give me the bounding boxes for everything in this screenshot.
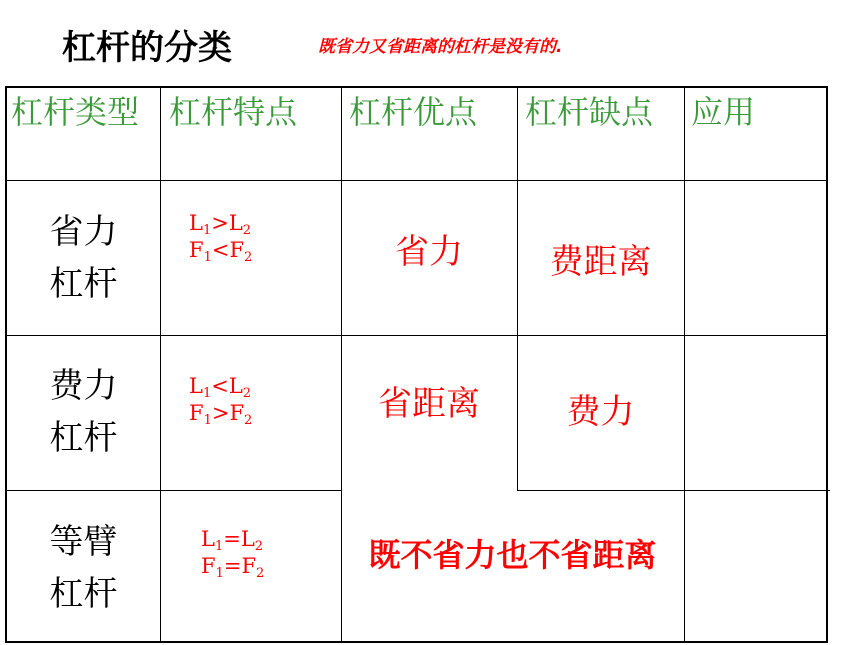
advantage-value: 省力: [395, 232, 463, 272]
formula-force: $F_1>F_2$: [189, 401, 253, 428]
formula-force: $F_1<F_2$: [189, 238, 253, 265]
row-type-line2: 杠杆: [49, 574, 118, 614]
formula-length: $L_1=L_2$: [201, 527, 264, 554]
row-type-force-saving: [7, 206, 160, 310]
feature-formula: [201, 526, 264, 580]
page-title: 杠杆的分类: [62, 28, 232, 68]
row-divider: [7, 490, 342, 491]
formula-force: $F_1=F_2$: [201, 554, 265, 581]
header-application: 应用: [691, 93, 756, 131]
row-divider: [517, 490, 830, 491]
header-lever-type: 杠杆类型: [11, 93, 140, 131]
disadvantage-value: 费距离: [549, 242, 652, 282]
formula-length: $L_1<L_2$: [189, 374, 252, 401]
row-type-line2: 杠杆: [49, 418, 118, 458]
row-divider: [7, 335, 826, 336]
row-type-line1: 等臂: [49, 522, 118, 562]
row-type-force-costing: [7, 360, 160, 464]
feature-formula: [189, 373, 252, 427]
lever-classification-table: [5, 86, 828, 643]
row-type-line1: 费力: [49, 366, 118, 406]
formula-length: $L_1>L_2$: [189, 211, 252, 238]
disadvantage-value: 费力: [566, 392, 635, 432]
feature-formula: [189, 210, 252, 264]
header-lever-disadvantage: 杠杆缺点: [525, 93, 654, 131]
row-type-equal-arm: [7, 516, 160, 620]
col-divider: [684, 88, 685, 641]
row-type-line1: 省力: [49, 212, 118, 252]
col-divider: [160, 88, 161, 641]
advantage-value: 省距离: [378, 384, 480, 424]
header-lever-advantage: 杠杆优点: [349, 93, 478, 131]
row-divider: [7, 180, 826, 181]
header-lever-feature: 杠杆特点: [169, 93, 298, 131]
row-type-line2: 杠杆: [49, 264, 118, 304]
note-text: 既省力又省距离的杠杆是没有的.: [318, 37, 563, 57]
merged-advantage-disadvantage: 既不省力也不省距离: [368, 536, 657, 574]
